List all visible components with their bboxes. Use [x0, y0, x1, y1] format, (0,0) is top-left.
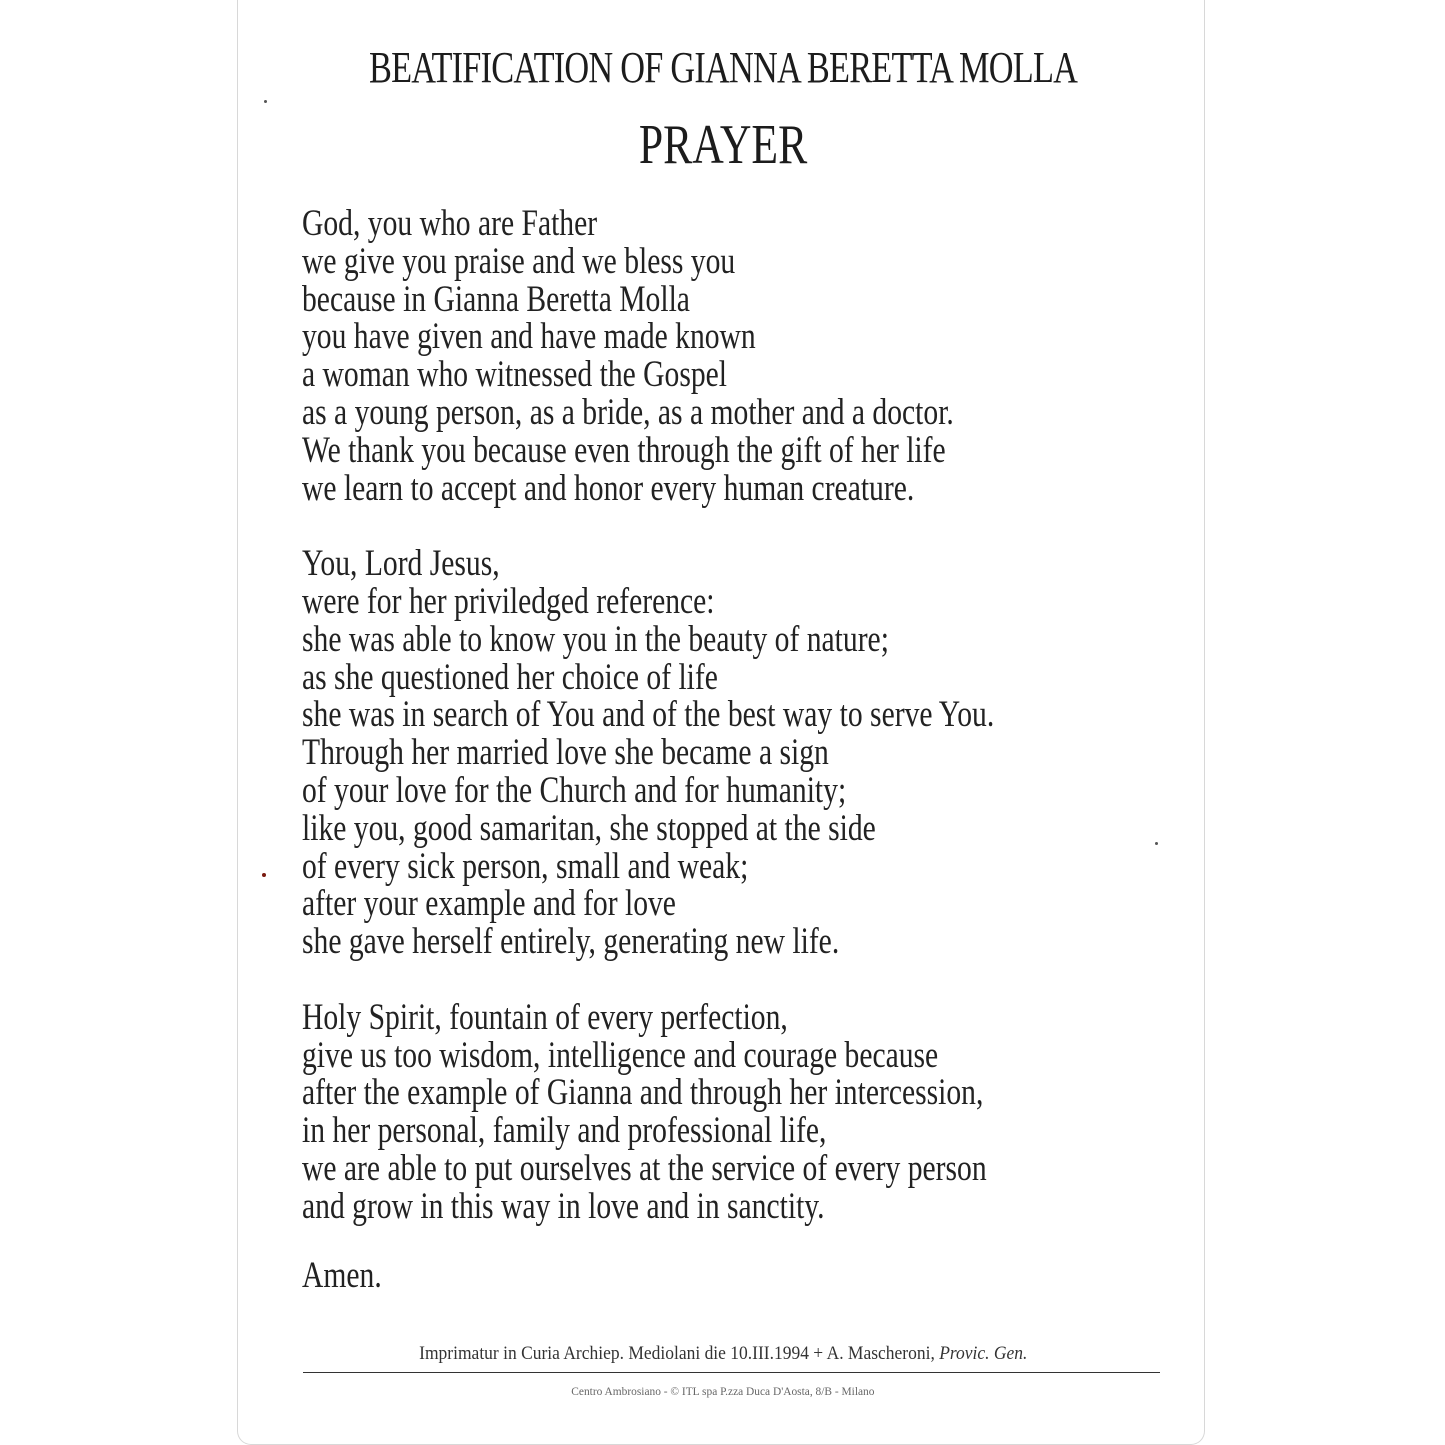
- prayer-line: she gave herself entirely, generating new life.: [302, 921, 840, 963]
- card-title: BEATIFICATION OF GIANNA BERETTA MOLLA: [368, 43, 1078, 92]
- stanza-gap: [302, 507, 1022, 545]
- prayer-line: you have given and have made known: [302, 316, 756, 358]
- print-speck: [1155, 842, 1158, 845]
- prayer-line: because in Gianna Beretta Molla: [302, 278, 690, 320]
- publisher-footer: Centro Ambrosiano - © ITL spa P.zza Duca D'Aosta, 8/B - Milano: [571, 1384, 875, 1398]
- imprimatur-text: Imprimatur in Curia Archiep. Mediolani die 10.III.1994 + A. Mascheroni,: [419, 1343, 935, 1364]
- prayer-line: were for her priviledged reference:: [302, 580, 715, 622]
- amen-text: Amen.: [302, 1255, 382, 1296]
- prayer-line: of your love for the Church and for humanity;: [302, 769, 847, 811]
- print-speck: [264, 100, 267, 103]
- footer-divider: [303, 1372, 1160, 1373]
- prayer-line: of every sick person, small and weak;: [302, 845, 749, 887]
- prayer-line: a woman who witnessed the Gospel: [302, 354, 728, 396]
- prayer-line: after your example and for love: [302, 883, 676, 925]
- prayer-line: she was able to know you in the beauty of nature;: [302, 618, 889, 660]
- prayer-line: we give you praise and we bless you: [302, 240, 736, 282]
- prayer-line: we learn to accept and honor every human creature.: [302, 467, 915, 509]
- prayer-line: Through her married love she became a sign: [302, 732, 829, 774]
- imprimatur-line: [59, 1342, 1388, 1366]
- prayer-text: [302, 205, 1022, 1226]
- prayer-line: and grow in this way in love and in sanctity.: [302, 1185, 825, 1227]
- prayer-line: God, you who are Father: [302, 203, 598, 244]
- prayer-line: we are able to put ourselves at the service of every person: [302, 1147, 987, 1189]
- card-subtitle: PRAYER: [638, 114, 808, 176]
- prayer-line: We thank you because even through the gift of her life: [302, 429, 946, 471]
- prayer-line: as a young person, as a bride, as a mother and a doctor.: [302, 391, 954, 433]
- prayer-line: after the example of Gianna and through her intercession,: [302, 1072, 984, 1114]
- prayer-line: You, Lord Jesus,: [302, 543, 500, 585]
- prayer-line: give us too wisdom, intelligence and courage because: [302, 1034, 939, 1076]
- stanza-gap: [302, 961, 1022, 999]
- prayer-line: like you, good samaritan, she stopped at the side: [302, 807, 876, 849]
- imprimatur-title: Provic. Gen.: [939, 1343, 1028, 1364]
- prayer-line: in her personal, family and professional life,: [302, 1110, 827, 1152]
- print-speck: [262, 873, 266, 877]
- prayer-line: Holy Spirit, fountain of every perfection,: [302, 996, 788, 1038]
- prayer-line: as she questioned her choice of life: [302, 656, 718, 698]
- prayer-line: she was in search of You and of the best way to serve You.: [302, 694, 995, 736]
